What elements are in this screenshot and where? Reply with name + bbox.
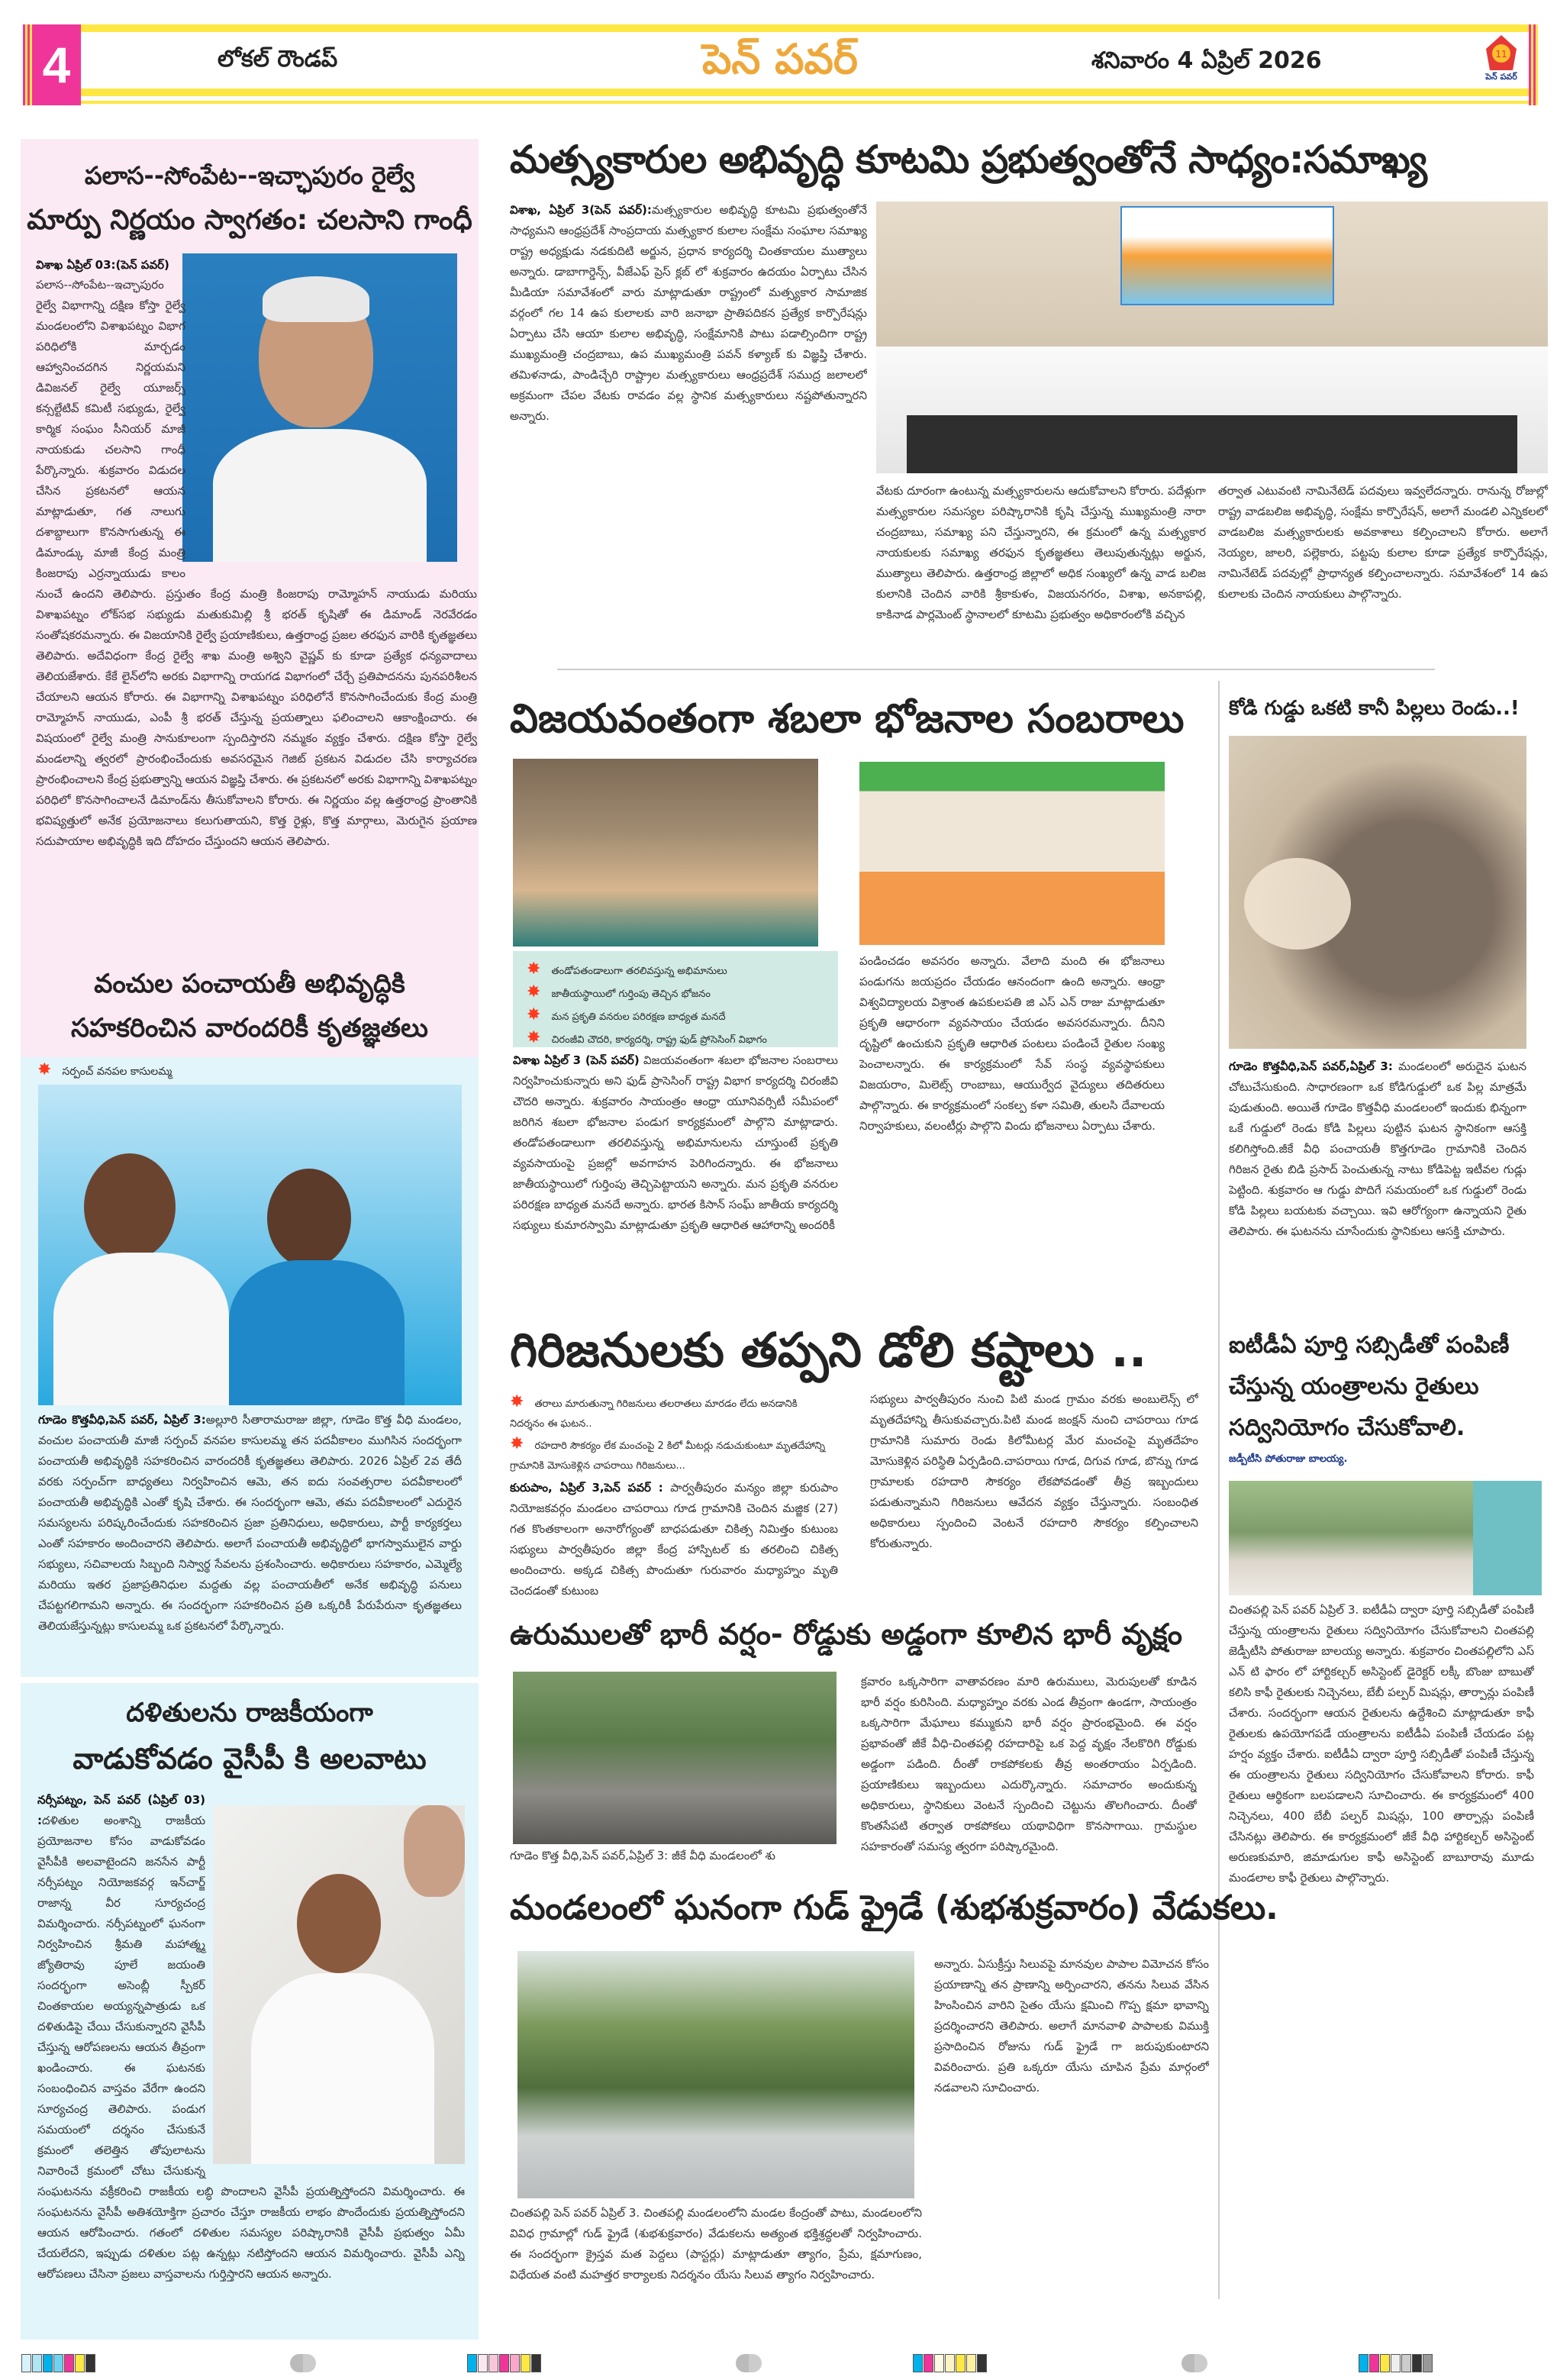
fishermen-body-1: విశాఖ, ఏప్రిల్ 3(పెన్ పవర్):మత్స్యకారుల అభివృద్ధి కూటమి ప్రభుత్వంతోనే సాధ్యమని ఆంధ్రప్రదేశ్ సాంప్రదాయ మత్స్యకార కులాల సంక్షేమ సంఘాల సమాఖ్య రాష్ట్ర అధ్యక్షుడు నడకుదిటి అర్జున, ప్రధాన కార్యదర్శి చింతకాయల ముత్యాలు అన్నారు. డాబాగార్డెన్స్, వీజేఎఫ్ ప్రెస్ క్లబ్ లో శుక్రవారం ఉదయం ఏర్పాటు చేసిన మీడియా సమావేశంలో వారు మాట్లాడుతూ రాష్ట్రంలో మత్స్యకార సామాజిక వర్గంలో గల 14 ఉప కులాలకు వారి జనాభా ప్రాతిపదికన ప్రత్యేక కార్పొరేషన్లు ఏర్పాటు చేసి ఆయా కులాల అభివృద్ధి, సంక్షేమానికి పాటు పడాల్సిందిగా రాష్ట్ర ముఖ్యమంత్రి చంద్రబాబు, ఉప ముఖ్యమంత్రి పవన్ కళ్యాణ్ కు విజ్ఞప్తి చేశారు. తమిళనాడు, పాండిచ్చేరి రాష్ట్రాల మత్స్యకారులు ఆంధ్రప్రదేశ్ సముద్ర జలాలలో అక్రమంగా చేపల వేటకు రావడం వల్ల స్థానిక మత్స్యకారులు నష్టపోతున్నారని అన్నారు.	[510, 203, 867, 423]
color-bar-group	[913, 2354, 988, 2372]
itda-headline: ఐటీడీఏ పూర్తి సబ్సిడీతో పంపిణీ చేస్తున్న యంత్రాలను రైతులు సద్వినియోగం చేసుకోవాలి.	[1229, 1332, 1510, 1441]
article-railway	[21, 139, 479, 954]
color-swatch	[43, 2354, 53, 2372]
masthead-left-stripes	[23, 24, 32, 105]
doli-body-2: సభ్యులు పార్వతీపురం నుంచి పిటి మండ గ్రామం వరకు అంబులెన్స్ లో మృతదేహాన్ని తీసుకువచ్చారు.పిటి మండ జంక్షన్ నుంచి చాపరాయి గూడ గ్రామానికి సుమారు రెండు కిలోమీటర్ల మేర మంచంపై మృతదేహం మోసుకెళ్లిన పరిస్థితి ఏర్పడింది.చాపరాయి గూడ, దిగువ గూడ, బొన్ను గూడ గ్రామాలకు రహదారి సౌకర్యం లేకపోవడంతో తీవ్ర ఇబ్బందులు పడుతున్నామని గిరిజనులు ఆవేదన వ్యక్తం చేస్తున్నారు. సంబంధిత అధికారులు స్పందించి వెంటనే రహదారి సౌకర్యం కల్పించాలని కోరుతున్నారు.	[870, 1392, 1198, 1550]
star-bullet-icon: ✸	[510, 1392, 524, 1411]
doli-body-1: కురుపాం, ఏప్రిల్ 3,పెన్ పవర్ : పార్వతీపురం మన్యం జిల్లా కురుపాం నియోజకవర్గం మండలం చాపరాయి గూడ గ్రామానికి చెందిన మజ్జిక (27) గత కొంతకాలంగా అనారోగ్యంతో బాధపడుతూ చికిత్స నిమిత్తం కుటుంబ సభ్యులు పార్వతీపురం జిల్లా కేంద్ర హాస్పిటల్ కు తరలించి చికిత్స అందించారు. అక్కడ చికిత్స పొందుతూ గురువారం మధ్యాహ్నం మృతి చెందడంతో కుటుంబ	[510, 1481, 838, 1598]
article-dalits	[21, 1683, 479, 2340]
color-swatch	[1401, 2354, 1411, 2372]
color-swatch	[488, 2354, 498, 2372]
article-sabala	[510, 687, 1212, 1305]
fishermen-headline: మత్స్యకారుల అభివృద్ధి కూటమి ప్రభుత్వంతోనే సాధ్యం:సమాఖ్య	[510, 137, 1426, 182]
fishermen-photo	[876, 202, 1548, 473]
panchayat-headline-2: సహకరించిన వారందరికీ కృతజ్ఞతలు	[71, 1013, 428, 1043]
color-swatch	[977, 2354, 987, 2372]
sabala-photo-2	[859, 762, 1165, 945]
gray-target-mark	[1181, 2354, 1207, 2372]
article-panchayat	[21, 1057, 479, 1677]
color-swatch	[53, 2354, 63, 2372]
sabala-highlights	[513, 951, 838, 1047]
color-swatch	[1359, 2354, 1368, 2372]
article-doli	[510, 1313, 1212, 1603]
panchayat-photo	[38, 1085, 462, 1405]
chicken-headline: కోడి గుడ్డు ఒకటి కానీ పిల్లలు రెండు..!	[1229, 697, 1520, 720]
color-swatch	[531, 2354, 541, 2372]
color-bar-group	[467, 2354, 542, 2372]
dalits-photo	[213, 1805, 465, 2164]
color-swatch	[478, 2354, 488, 2372]
gray-target-mark	[290, 2354, 316, 2372]
railway-headline-1: పలాస--సోంపేట--ఇచ్ఛాపురం రైల్వే	[84, 161, 415, 190]
rain-headline: ఉరుములతో భారీ వర్షం- రోడ్డుకు అడ్డంగా కూలిన భారీ వృక్షం	[510, 1617, 1182, 1651]
panchayat-header	[21, 954, 479, 1057]
star-bullet-icon: ✸	[527, 959, 541, 979]
itda-body: చింతపల్లి పెన్ పవర్ ఏప్రిల్ 3. ఐటీడీఏ ద్వారా పూర్తి సబ్సిడీతో పంపిణీ చేస్తున్న యంత్రాలను రైతులు సద్వినియోగం చేసుకోవాలని చింతపల్లి జెడ్పీటీసి పోతురాజు బాలయ్య అన్నారు. శుక్రవారం చింతపల్లిలోని ఎస్ ఎన్ టి ఫారం లో హార్టికల్చర్ అసిస్టెంట్ డైరెక్టర్ లక్కీ బొంజు బాబుతో కలిసి కాఫీ రైతులకు నిచ్చెనలు, బేబీ పల్పర్ మిషన్లు, తార్పాన్లు పంపిణీ చేశారు. సందర్భంగా ఆయన రైతులను ఉద్దేశించి మాట్లాడుతూ కాఫీ రైతులకు ఉపయోగపడే యంత్రాలను ఐటీడీఏ పంపిణీ చేయడం పట్ల హర్షం వ్యక్తం చేశారు. ఐటీడీఏ ద్వారా పూర్తి సబ్సిడీతో పంపిణీ చేస్తున్న ఈ యంత్రాలను రైతులు సద్వినియోగం చేసుకోవాలని కోరారు. కాఫీ రైతులు ఆర్థికంగా బలపడాలని సూచించారు. ఈ కార్యక్రమంలో 400 నిచ్చెనలు, 400 బేబీ పల్పర్ మిషన్లు, 100 తార్పాన్లు పంపిణీ చేసినట్లు తెలిపారు. ఈ కార్యక్రమంలో జీకే వీధి హార్టికల్చర్ అసిస్టెంట్ అరుణకుమారి, జిమాడుగుల కాఫీ అసిస్టెంట్ బాబూరావు మూడు మండలాల కాఫీ రైతులు పాల్గొన్నారు.	[1229, 1603, 1534, 1885]
masthead-top-bar	[23, 24, 1538, 32]
color-bar-group	[21, 2354, 96, 2372]
doli-highlights	[510, 1392, 830, 1476]
dalits-headline-1: దళితులను రాజకీయంగా	[126, 1698, 373, 1728]
color-swatch	[499, 2354, 509, 2372]
sabala-highlight: ✸ మన ప్రకృతి వనరుల పరిరక్షణ బాధ్యత మనదే	[527, 1005, 726, 1024]
fishermen-body-2: వేటకు దూరంగా ఉంటున్న మత్స్యకారులను ఆదుకోవాలని కోరారు. పదేళ్లుగా మత్స్యకారుల సమస్యల పరిష్కారానికి కృషి చేస్తున్న ముఖ్యమంత్రి నారా చంద్రబాబు, సమాఖ్య పని చేస్తున్నారని, ఈ క్రమంలో ఉన్న మత్స్యకార నాయకులకు సమాఖ్య తరఫున కృతజ్ఞతలు తెలుపుతున్నట్లు అర్జున, ముత్యాలు తెలిపారు. ఉత్తరాంధ్ర జిల్లాలో అధిక సంఖ్యలో ఉన్న వాడ బలిజ కులానికి చెందిన వారికి శ్రీకాకుళం, విజయనగరం, విశాఖ, అనకాపల్లి, కాకినాడ పార్లమెంట్ స్థానాలలో కూటమి ప్రభుత్వం అధికారంలోకి వచ్చిన	[876, 484, 1206, 621]
color-swatch	[913, 2354, 923, 2372]
color-swatch	[966, 2354, 976, 2372]
masthead-bottom-bar-thin	[23, 101, 1538, 104]
newspaper-logo	[1478, 34, 1524, 90]
color-swatch	[1412, 2354, 1422, 2372]
star-bullet-icon: ✸	[527, 982, 541, 1001]
sabala-body-2: పండించడం అవసరం అన్నారు. వేలాది మంది ఈ భోజనాలు పండుగను జయప్రదం చేయడం ఆనందంగా ఉంది అన్నారు. ఆంధ్రా విశ్వవిద్యాలయ విశ్రాంత ఉపకులపతి జి ఎస్ ఎన్ రాజు మాట్లాడుతూ ప్రకృతి ఆధారంగా వ్యవసాయం చేయడం అవసరమన్నారు. దీనిని దృష్టిలో ఉంచుకుని ప్రకృతి ఆధారిత పంటలు పండించే రైతుల సంఖ్య పెంచాలన్నారు. ఈ కార్యక్రమంలో సేవ్ సంస్థ వ్యవస్థాపకులు విజయరాం, మిలెట్స్ రాంబాబు, ఆయుర్వేద వైద్యులు తదితరులు పాల్గొన్నారు. ఈ కార్యక్రమంలో సంకల్ప కళా సమితి, తులసి దేవాలయ నిర్వాహకులు, వలంటీర్లు పాల్గొని విందు భోజనాలు ఏర్పాటు చేశారు.	[859, 954, 1165, 1133]
sabala-highlight: ✸ తండోపతండాలుగా తరలివస్తున్న అభిమానులు	[527, 959, 727, 979]
sabala-body-1: విశాఖ ఏప్రిల్ 3 (పెన్ పవర్) విజయవంతంగా శబలా భోజనాల సంబరాలు నిర్వహించుకున్నారు అని ఫుడ్ ప్రాసెసింగ్ రాష్ట్ర విభాగ కార్యదర్శి చిరంజీవి చౌదరి అన్నారు. శుక్రవారం సాయంత్రం ఆంధ్రా యూనివర్సిటీ సమీపంలో జరిగిన శబలా భోజనాల పండుగ కార్యక్రమంలో పాల్గొని మాట్లాడారు. తండోపతండాలుగా తరలివస్తున్న అభిమానులను చూస్తుంటే ప్రకృతి వ్యవసాయంపై ప్రజల్లో అవగాహన పెరిగిందన్నారు. ఈ భోజనాలు జాతీయస్థాయిలో గుర్తింపు తెచ్చిపెట్టాయని అన్నారు. మన ప్రకృతి వనరుల పరిరక్షణ బాధ్యత మనదే అన్నారు. భారత కిసాన్ సంఘ్ జాతీయ కార్యదర్శి సభ్యులు కుమారస్వామి మాట్లాడుతూ ప్రకృతి ఆధారిత ఆహారాన్ని అందరికీ	[513, 1053, 838, 1232]
color-swatch	[924, 2354, 933, 2372]
railway-body: పలాస--సోంపేట--ఇచ్ఛాపురం రైల్వే విభాగాన్ని దక్షిణ కోస్తా రైల్వే మండలంలోని విశాఖపట్నం విభాగ పరిధిలోకి మార్చడం ఆహ్వానించదగిన నిర్ణయమని డివిజనల్ రైల్వే యూజర్స్ కన్సల్టేటివ్ కమిటీ సభ్యుడు, రైల్వే కార్మిక సంఘం సీనియర్ మాజీ నాయకుడు చలసాని గాంధీ పేర్కొన్నారు. శుక్రవారం విడుదల చేసిన ప్రకటనలో ఆయన మాట్లాడుతూ, గత నాలుగు దశాబ్దాలుగా కొనసాగుతున్న ఈ డిమాండ్కు మాజీ కేంద్ర మంత్రి కింజరాపు ఎర్రన్నాయుడు కాలం నుంచే ఉందని తెలిపారు. ప్రస్తుతం కేంద్ర మంత్రి కింజరాపు రామ్మోహన్ నాయుడు మరియు విశాఖపట్నం లోక్‌సభ సభ్యుడు మతుకుమిల్లి శ్రీ భరత్ కృషితో ఈ డిమాండ్ నెరవేరడం సంతోషకరమన్నారు. ఈ విజయానికి రైల్వే ప్రయాణికులు, ఉత్తరాంధ్ర ప్రజల తరఫున వారికి కృతజ్ఞతలు తెలిపారు. అదేవిధంగా కేంద్ర రైల్వే శాఖ మంత్రి అశ్విని వైష్ణవ్ కు కూడా ప్రత్యేక ధన్యవాదాలు తెలియజేశారు. కేకే లైన్‌లోని అరకు విభాగాన్ని రాయగడ విభాగంలో చేర్చే ప్రతిపాదనను పునపరిశీలన చేయాలని ఆయన కోరారు. ఈ విభాగాన్ని విశాఖపట్నం పరిధిలోనే కొనసాగించేందుకు కేంద్ర మంత్రి రామ్మోహన్ నాయుడు, ఎంపీ శ్రీ భరత్ చేస్తున్న ప్రయత్నాలు ఫలించాలని ఆకాంక్షించారు. ఈ విషయంలో రైల్వే మంత్రి సానుకూలంగా స్పందిస్తారని నమ్మకం వ్యక్తం చేశారు. దక్షిణ కోస్తా రైల్వే మండలాన్ని త్వరలో ప్రారంభించేందుకు అవసరమైన గెజిట్ ప్రకటన విడుదల చేసి కార్యాచరణ ప్రారంభించాలని కేంద్ర ప్రభుత్వాన్ని ఆయన విజ్ఞప్తి చేశారు. ఈ ప్రకటనలో అరకు విభాగాన్ని విశాఖపట్నం పరిధిలో కొనసాగించాలనే డిమాండ్‌ను తీసుకోవాలని కోరారు. ఈ నిర్ణయం వల్ల ఉత్తరాంధ్ర ప్రాంతానికి భవిష్యత్తులో అనేక ప్రయోజనాలు కలుగుతాయని, కొత్త రైళ్లు, కొత్త మార్గాలు, మెరుగైన ప్రయాణ సదుపాయాల అభివృద్ధికి ఇది దోహదం చేస్తుందని ఆయన తెలిపారు.	[36, 278, 477, 848]
goodfriday-headline: మండలంలో ఘనంగా గుడ్ ఫ్రైడే (శుభశుక్రవారం) వేడుకలు.	[510, 1888, 1278, 1927]
doli-headline: గిరిజనులకు తప్పని డోలి కష్టాలు ..	[510, 1322, 1147, 1378]
panchayat-body: గూడెం కొత్తవీధి,పెన్ పవర్, ఏప్రిల్ 3:అల్లూరి సీతారామరాజు జిల్లా, గూడెం కొత్త వీధి మండలం, వంచుల పంచాయతీ మాజీ సర్పంచ్ వనపల కాసులమ్మ తన పదవీకాలం ముగిసిన సందర్భంగా పంచాయతీ అభివృద్ధికి సహకరించిన వారందరికీ కృతజ్ఞతలు తెలిపారు. 2026 ఏప్రిల్ 2వ తేదీ వరకు సర్పంచ్‌గా బాధ్యతలు నిర్వహించిన ఆమె, తన ఐదు సంవత్సరాల పదవీకాలంలో పంచాయతీ అభివృద్ధికి ఎంతో కృషి చేశారు. ఈ సందర్భంగా ఆమె, తమ పదవీకాలంలో ఎదురైన సమస్యలను పరిష్కరించేందుకు సహకరించిన ప్రజా ప్రతినిధులు, అధికారులు, పార్టీ కార్యకర్తలు ఎంతో సహకారం అందించారని తెలిపారు. అలాగే పంచాయతీ అభివృద్ధిలో భాగస్వాములైన వార్డు సభ్యులు, సచివాలయ సిబ్బంది నిస్వార్థ సేవలను ప్రశంసించారు. అధికారులు సహకారం, ఎమ్మెల్యే మరియు ఇతర ప్రజాప్రతినిధుల మద్దతు వల్ల పంచాయతీలో అనేక అభివృద్ధి పనులు చేపట్టగలిగామని అన్నారు. ఈ సందర్భంగా సహకరించిన ప్రతి ఒక్కరికీ పేరుపేరునా కృతజ్ఞతలు తెలియజేస్తున్నట్లు కాసులమ్మ ఒక ప్రకటనలో పేర్కొన్నారు.	[38, 1413, 462, 1633]
rain-caption: గూడెం కొత్త వీధి,పెన్ పవర్,ఏప్రిల్ 3: జీకే వీధి మండలంలో శు	[510, 1849, 775, 1862]
fishermen-body-3: తర్వాత ఎటువంటి నామినేటెడ్ పదవులు ఇవ్వలేదన్నారు. రానున్న రోజుల్లో రాష్ట్ర వాడబలిజ అభివృద్ధి, సంక్షేమ కార్పొరేషన్, అలాగే మండలి ఎన్నికలలో వాడబలిజ మత్స్యకారులకు అవకాశాలు కల్పించాలని కోరారు. అలాగే నెయ్యల, జాలరి, పల్లెకారు, పట్టపు కులాల కూడా ప్రత్యేక కార్పొరేషన్లు, నామినేటెడ్ పదవుల్లో ప్రాధాన్యత కల్పించాలన్నారు. సమావేశంలో 14 ఉప కులాలకు చెందిన నాయకులు పాల్గొన్నారు.	[1218, 484, 1548, 601]
sabala-headline: విజయవంతంగా శబలా భోజనాల సంబరాలు	[510, 696, 1185, 742]
newspaper-title: పెన్ పవర్	[702, 35, 858, 83]
masthead	[23, 24, 1538, 105]
sabala-highlight: ✸ చిరంజీవి చౌదరి, కార్యదర్శి, రాష్ట్ర ఫుడ్ ప్రోసెసింగ్ విభాగం	[527, 1028, 768, 1047]
dalits-headline-2: వాడుకోవడం వైసీపీ కి అలవాటు	[73, 1742, 427, 1775]
masthead-right-stripes	[1529, 24, 1538, 105]
chicken-photo	[1229, 736, 1526, 1049]
rain-body: క్రవారం ఒక్కసారిగా వాతావరణం మారి ఉరుములు, మెరుపులతో కూడిన భారీ వర్షం కురిసింది. మధ్యాహ్నం వరకు ఎండ తీవ్రంగా ఉండగా, సాయంత్రం ఒక్కసారిగా మేఘాలు కమ్ముకుని భారీ వర్షం ప్రారంభమైంది. ఈ వర్షం ప్రభావంతో జీకే వీధి-చింతపల్లి రహదారిపై ఒక పెద్ద వృక్షం నేలకొరిగి రోడ్డుకు అడ్డంగా పడింది. దీంతో రాకపోకలకు తీవ్ర అంతరాయం ఏర్పడింది. ప్రయాణికులు ఇబ్బందులు ఎదుర్కొన్నారు. సమాచారం అందుకున్న అధికారులు, స్థానికులు వెంటనే స్పందించి చెట్టును తొలగించారు. దీంతో కొంతసేపటి తర్వాత రాకపోకలు యథావిధిగా కొనసాగాయి. గ్రామస్థుల సహకారంతో సమస్య త్వరగా పరిష్కారమైంది.	[861, 1675, 1197, 1853]
sabala-photo-1	[513, 759, 818, 947]
color-swatch	[934, 2354, 944, 2372]
page-number: 4	[32, 24, 81, 105]
star-bullet-icon: ✸	[37, 1060, 52, 1079]
color-bar-group	[1359, 2354, 1433, 2372]
photo-banner	[1120, 206, 1334, 305]
itda-photo	[1229, 1481, 1542, 1595]
color-swatch	[32, 2354, 42, 2372]
article-goodfriday	[510, 1878, 1278, 2336]
color-swatch	[75, 2354, 85, 2372]
color-swatch	[1423, 2354, 1433, 2372]
star-bullet-icon: ✸	[527, 1028, 541, 1047]
gray-target-mark	[736, 2354, 762, 2372]
itda-subhead: జడ్పీటీసి పోతురాజు బాలయ్య.	[1229, 1453, 1348, 1465]
color-swatch	[521, 2354, 530, 2372]
doli-highlight: ✸ రహదారి సౌకర్యం లేక మంచంపై 2 కిలో మీటర్లు నడుచుకుంటూ మృతదేహాన్ని గ్రామానికి మోసుకెళ్లిన చాపరాయి గిరిజనులు...	[510, 1434, 826, 1472]
dalits-body: నర్సీపట్నం, పెన్ పవర్ (ఏప్రిల్ 03) :దళితుల అంశాన్ని రాజకీయ ప్రయోజనాల కోసం వాడుకోవడం వైసీపీకి అలవాటైందని జనసేన పార్టీ నర్సీపట్నం నియోజకవర్గ ఇన్‌చార్జ్ రాజాన్న వీర సూర్యచంద్ర విమర్శించారు. నర్సీపట్నంలో ఘనంగా నిర్వహించిన శ్రీమతి మహాత్మ్మ జ్యోతిరావు పూలే జయంతి సందర్భంగా అసెంబ్లీ స్పీకర్ చింతకాయల అయ్యన్నపాత్రుడు ఒక దళితుడిపై చేయి చేసుకున్నారని వైసీపీ చేస్తున్న ఆరోపణలను ఆయన తీవ్రంగా ఖండించారు. ఈ ఘటనకు సంబంధించిన వాస్తవం వేరేగా ఉందని సూర్యచంద్ర తెలిపారు. పండుగ సమయంలో దర్శనం చేసుకునే క్రమంలో తలెత్తిన తోపులాటను నివారించే క్రమంలో చోటు చేసుకున్న సంఘటనను వక్రీకరించి రాజకీయ లబ్ధి పొందాలని వైసీపీ ప్రయత్నిస్తోందని విమర్శించారు. ఈ సంఘటనను వైసీపీ అతిశయోక్తిగా ప్రచారం చేస్తూ రాజకీయ లాభం పొందేందుకు ప్రయత్నిస్తోందని ఆయన ఆరోపించారు. గతంలో దళితుల సమస్యల పరిష్కారానికి వైసీపీ ప్రభుత్వం ఏమీ చేయలేదని, ఇప్పుడు దళితుల పట్ల ఉన్నట్లు నటిస్తోందని ఆయన విమర్శించారు. వైసీపీ ఎన్ని ఆరోపణలు చేసినా ప్రజలు వాస్తవాలను గుర్తిస్తారని ఆయన అన్నారు.	[37, 1793, 465, 2281]
panchayat-headline-1: వంచుల పంచాయతీ అభివృద్ధికి	[94, 969, 405, 999]
section-divider	[557, 669, 1435, 670]
star-bullet-icon: ✸	[527, 1005, 541, 1024]
color-swatch	[64, 2354, 74, 2372]
article-fishermen	[510, 131, 1548, 666]
svg-text:11: 11	[1495, 49, 1507, 60]
sabala-highlight: ✸ జాతీయస్థాయిలో గుర్తింపు తెచ్చిన భోజనం	[527, 982, 711, 1001]
color-swatch	[21, 2354, 31, 2372]
railway-dateline: విశాఖ ఏప్రిల్ 03:(పెన్ పవర్)	[36, 258, 169, 272]
article-chicken	[1229, 687, 1542, 1313]
color-swatch	[956, 2354, 965, 2372]
issue-date: శనివారం 4 ఏప్రిల్ 2026	[1091, 47, 1322, 74]
rain-photo	[513, 1672, 837, 1844]
color-swatch	[510, 2354, 520, 2372]
color-swatch	[945, 2354, 955, 2372]
railway-headline-2: మార్పు నిర్ణయం స్వాగతం: చలసాని గాంధీ	[27, 205, 472, 236]
panchayat-bullet: ✸ సర్పంచ్ వనపల కాసులమ్మ	[37, 1060, 172, 1079]
color-swatch	[85, 2354, 95, 2372]
article-itda	[1229, 1313, 1542, 2336]
color-swatch	[1380, 2354, 1390, 2372]
color-swatch	[1369, 2354, 1379, 2372]
column-divider	[1218, 681, 1220, 2299]
article-rain	[510, 1611, 1212, 1870]
goodfriday-photo	[517, 1951, 914, 2198]
logo-label: పెన్ పవర్	[1485, 72, 1517, 82]
goodfriday-body-1: చింతపల్లి పెన్ పవర్ ఏప్రిల్ 3. చింతపల్లి మండలంలోని మండల కేంద్రంతో పాటు, మండలంలోని వివిధ గ్రామాల్లో గుడ్ ఫ్రైడే (శుభశుక్రవారం) వేడుకలను అత్యంత భక్తిశ్రద్ధలతో నిర్వహించారు. ఈ సందర్భంగా క్రైస్తవ మత పెద్దలు (పాస్టర్లు) మాట్లాడుతూ త్యాగం, ప్రేమ, క్షమాగుణం, విధేయత వంటి మహత్తర కార్యాలకు నిదర్శనం యేసు సిలువ త్యాగం నిర్వహించారు.	[510, 2206, 922, 2282]
color-swatch	[1391, 2354, 1401, 2372]
star-bullet-icon: ✸	[510, 1434, 524, 1453]
doli-highlight: ✸ తరాలు మారుతున్నా గిరిజనులు తలరాతలు మారడం లేదు అనడానికి నిదర్శనం ఈ ఘటన..	[510, 1392, 798, 1430]
chicken-body: గూడెం కొత్తవీధి,పెన్ పవర్,ఏప్రిల్ 3: మండలంలో అరుదైన ఘటన చోటుచేసుకుంది. సాధారణంగా ఒక కోడిగుడ్డులో ఒక పిల్ల మాత్రమే పుడుతుంది. అయితే గూడెం కొత్తవీధి మండలంలో ఇందుకు భిన్నంగా ఒకే గుడ్డులో రెండు కోడి పిల్లలు పుట్టిన ఘటన స్థానికంగా ఆసక్తి కలిగిస్తోంది.జీకే వీధి పంచాయతీ కొత్తగూడెం గ్రామానికి చెందిన గిరిజన రైతు బిడి ప్రసాద్ పెంచుతున్న నాటు కోడిపెట్ట ఇటీవల గుడ్లు పెట్టింది. శుక్రవారం ఆ గుడ్డు పొదిగే సమయంలో ఒక గుడ్డులో రెండు కోడి పిల్లలు బయటకు వచ్చాయి. ఇవి ఆరోగ్యంగా ఉన్నాయని రైతు తెలిపారు. ఈ ఘటనను చూసేందుకు స్థానికులు ఆసక్తి చూపారు.	[1229, 1059, 1526, 1238]
color-swatch	[467, 2354, 477, 2372]
goodfriday-body-2: అన్నారు. ఏసుక్రీస్తు సిలువపై మానవుల పాపాల విమోచన కోసం ప్రయాణాన్ని తన ప్రాణాన్ని అర్పించారని, తనను సిలువ వేసిన హింసించిన వారిని సైతం యేసు క్షమించి గొప్ప క్షమా భావాన్ని ప్రదర్శించారని తెలిపారు. అలాగే మానవాళి పాపాలకు విముక్తి ప్రసాదించిన రోజును గుడ్ ఫ్రైడే గా జరుపుకుంటారని వివరించారు. ప్రతి ఒక్కరూ యేసు చూపిన ప్రేమ మార్గంలో నడవాలని సూచించారు.	[934, 1957, 1209, 2095]
section-label: లోకల్ రౌండప్	[218, 46, 338, 73]
